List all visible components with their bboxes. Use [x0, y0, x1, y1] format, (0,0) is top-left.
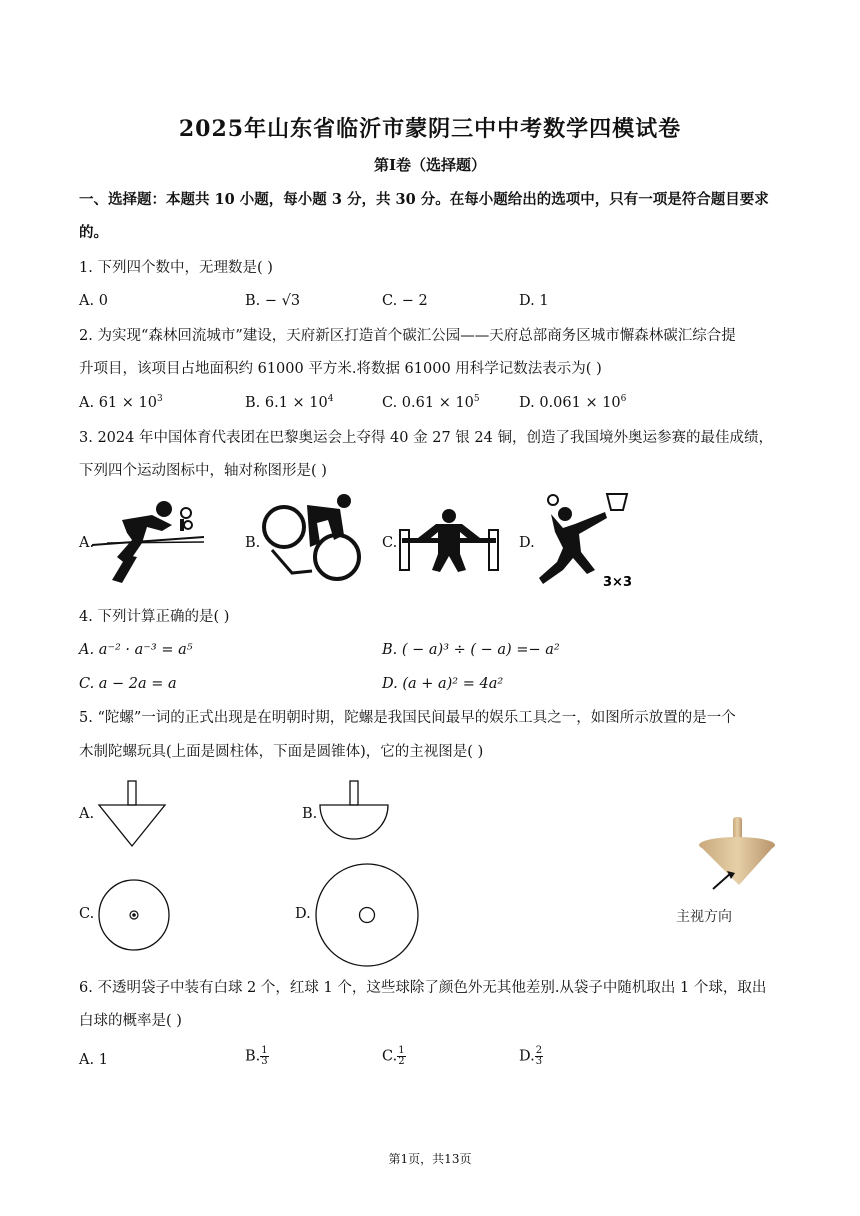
table-tennis-icon — [92, 495, 212, 585]
q2-option-a: A. $61 \times 10^3$ — [79, 394, 163, 411]
q5-view-d-circle-ring — [314, 862, 420, 968]
section-heading-line2: 的。 — [79, 224, 108, 241]
q2-option-c: C. $0.61 \times 10^5$ — [382, 394, 480, 411]
page-title: 2025年山东省临沂市蒙阴三中中考数学四模试卷 — [178, 116, 682, 142]
q3-stem-line2: 下列四个运动图标中，轴对称图形是( ) — [79, 463, 327, 479]
q1-stem: 1. 下列四个数中，无理数是( ) — [79, 260, 273, 276]
q6-stem-line1: 6. 不透明袋子中装有白球 2 个，红球 1 个，这些球除了颜色外无其他差别.从袋子中随机取出 1 个球，取出 — [79, 980, 767, 996]
q4-option-c: C. a − 2a = a — [79, 676, 177, 692]
q5-stem-line2: 木制陀螺玩具(上面是圆柱体，下面是圆锥体)，它的主视图是( ) — [79, 744, 484, 760]
q1-option-c: C. − 2 — [382, 293, 428, 309]
q4-option-a: A. a⁻² · a⁻³ = a⁵ — [79, 642, 193, 658]
spinning-top-image — [695, 815, 785, 895]
q6-option-b: B. $\frac{1}{3}$ — [245, 1045, 268, 1067]
q5-view-c-circle-dot — [97, 878, 171, 952]
q3-option-b: B. — [245, 535, 261, 551]
q1-option-d: D. 1 — [519, 293, 549, 309]
icon-label-3x3: 3×3 — [603, 575, 632, 590]
q3-option-d: D. — [519, 535, 535, 551]
q4-stem: 4. 下列计算正确的是( ) — [79, 609, 230, 625]
page-footer: 第1页，共13页 — [388, 1152, 472, 1166]
q5-option-b: B. — [302, 806, 318, 822]
q6-option-c: C. $\frac{1}{2}$ — [382, 1045, 405, 1067]
q1-option-a: A. 0 — [79, 293, 108, 309]
cycling-icon — [262, 495, 367, 585]
direction-label: 主视方向 — [676, 909, 732, 925]
q5-stem-line1: 5. “陀螺”一词的正式出现是在明朝时期，陀螺是我国民间最早的娱乐工具之一，如图所示放置的是一个 — [79, 710, 736, 726]
q4-option-d: D. (a + a)² = 4a² — [382, 676, 504, 692]
q5-option-a: A. — [79, 806, 95, 822]
q3-stem-line1: 3. 2024 年中国体育代表团在巴黎奥运会上夺得 40 金 27 银 24 铜，创造了我国境外奥运参赛的最佳成绩， — [79, 430, 773, 446]
q6-stem-line2: 白球的概率是( ) — [79, 1013, 182, 1029]
q2-stem-line2: 升项目，该项目占地面积约 61000 平方米.将数据 61000 用科学记数法表示为( ) — [79, 361, 602, 377]
weightlifting-icon — [398, 508, 500, 578]
q2-option-b: B. $6.1 \times 10^4$ — [245, 394, 334, 411]
q6-option-a: A. 1 — [79, 1052, 108, 1068]
q4-option-b: B. ( − a)³ ÷ ( − a) =− a² — [382, 642, 560, 658]
subtitle: 第I卷（选择题） — [373, 156, 487, 174]
section-heading-line1: 一、选择题：本题共 10 小题，每小题 3 分，共 30 分。在每小题给出的选项中，只有一项是符合题目要求 — [79, 191, 769, 208]
q5-view-b-cylinder-semicircle — [318, 780, 390, 844]
q6-option-d: D. $\frac{2}{3}$ — [519, 1045, 543, 1067]
basketball-3x3-icon — [535, 492, 635, 592]
q5-view-a-cylinder-triangle — [97, 780, 167, 850]
q3-option-a: A. — [79, 535, 95, 551]
q5-option-c: C. — [79, 906, 95, 922]
q3-option-c: C. — [382, 535, 398, 551]
q2-stem-line1: 2. 为实现“森林回流城市”建设，天府新区打造首个碳汇公园——天府总部商务区城市懈森林碳汇综合提 — [79, 328, 736, 344]
q5-option-d: D. — [295, 906, 311, 922]
q2-option-d: D. $0.061 \times 10^6$ — [519, 394, 627, 411]
q1-option-b: B. − √3 — [245, 293, 301, 309]
